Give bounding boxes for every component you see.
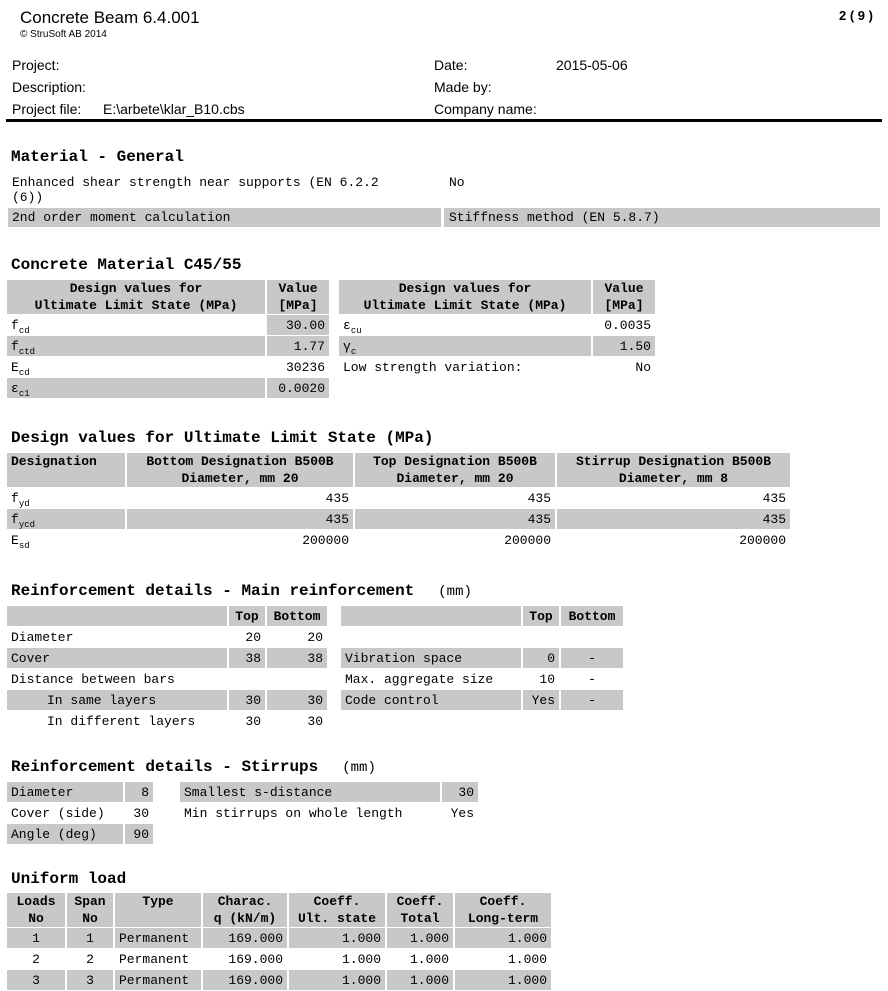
design-values-title: Design values for Ultimate Limit State (MPa) [11,429,434,447]
col-header: Bottom [560,606,624,627]
enhanced-shear-label: Enhanced shear strength near supports (EN 6.2.2 [12,175,379,190]
table-row: Code control Yes - [341,690,624,711]
col-header: Charac. q (kN/m) [202,893,288,928]
col-header: Design values for Ultimate Limit State (MPa) [339,280,592,315]
table-row: $f_{ycd}$ 435 435 435 [7,509,791,530]
project-file-value: E:\arbete\klar_B10.cbs [103,101,245,117]
table-row: In different layers 30 30 [7,711,328,732]
enhanced-shear-value: No [449,175,465,190]
table-row: Vibration space 0 - [341,648,624,669]
app-title: Concrete Beam 6.4.001 [20,8,200,27]
header-divider [6,119,882,122]
table-row [341,627,624,648]
page-number: 2 ( 9 ) [839,8,873,23]
date-label: Date: [434,57,468,73]
col-header [7,606,228,627]
col-header: Design values for Ultimate Limit State (MPa) [7,280,266,315]
table-row: $f_{ctd}$ 1.77 [7,336,330,357]
project-label: Project: [12,57,60,73]
uniform-load-title: Uniform load [11,870,127,888]
col-header: Coeff. Long-term [454,893,552,928]
main-reinf-right-table [341,606,625,711]
second-order-label: 2nd order moment calculation [12,210,231,225]
project-file-label: Project file: [12,101,82,117]
concrete-right-table [339,280,657,378]
col-header: Top [228,606,266,627]
col-header [341,606,522,627]
table-row: In same layers 30 30 [7,690,328,711]
description-label: Description: [12,79,86,95]
table-row: Low strength variation: No [339,357,656,378]
stirrups-left-table [7,782,155,845]
company-label: Company name: [434,101,537,117]
col-header: Loads No [7,893,66,928]
design-values-table [7,453,792,551]
table-row: $\varepsilon_{cu}$ 0.0035 [339,315,656,336]
table-row: Max. aggregate size 10 - [341,669,624,690]
col-header: Bottom [266,606,328,627]
second-order-value: Stiffness method (EN 5.8.7) [449,210,660,225]
col-header: Designation [7,453,126,488]
table-row: $f_{yd}$ 435 435 435 [7,488,791,509]
table-row: Min stirrups on whole length Yes [180,803,479,824]
table-row: Smallest s-distance 30 [180,782,479,803]
table-row: Cover 38 38 [7,648,328,669]
concrete-left-table [7,280,331,399]
main-reinf-left-table [7,606,329,732]
table-row: $E_{sd}$ 200000 200000 200000 [7,530,791,551]
col-header: Top Designation B500B Diameter, mm 20 [354,453,556,488]
col-header: Type [114,893,202,928]
concrete-title: Concrete Material C45/55 [11,256,242,274]
table-row: 2 2 Permanent 169.000 1.000 1.000 1.000 [7,949,552,970]
table-row: Cover (side) 30 [7,803,154,824]
col-header: Top [522,606,560,627]
col-header: Stirrup Designation B500B Diameter, mm 8 [556,453,791,488]
table-row: Distance between bars [7,669,328,690]
table-row: 1 1 Permanent 169.000 1.000 1.000 1.000 [7,928,552,949]
table-row: Diameter 8 [7,782,154,803]
table-row: $\gamma_c$ 1.50 [339,336,656,357]
col-header: Coeff. Total [386,893,454,928]
made-by-label: Made by: [434,79,492,95]
table-row: 3 3 Permanent 169.000 1.000 1.000 1.000 [7,970,552,991]
enhanced-shear-label-cont: (6)) [12,190,44,205]
table-row: Angle (deg) 90 [7,824,154,845]
table-row: $f_{cd}$ 30.00 [7,315,330,336]
stirrups-right-table [180,782,480,824]
main-reinforcement-title: Reinforcement details - Main reinforcement (mm) [11,582,472,600]
col-header: Value [MPa] [266,280,330,315]
table-row: $E_{cd}$ 30236 [7,357,330,378]
col-header: Span No [66,893,114,928]
material-general-title: Material - General [11,148,184,166]
date-value: 2015-05-06 [556,57,628,73]
table-row: $\varepsilon_{c1}$ 0.0020 [7,378,330,399]
uniform-load-table [7,893,553,991]
table-row: Diameter 20 20 [7,627,328,648]
col-header: Bottom Designation B500B Diameter, mm 20 [126,453,354,488]
copyright: © StruSoft AB 2014 [20,29,107,40]
col-header: Coeff. Ult. state [288,893,386,928]
stirrups-title: Reinforcement details - Stirrups (mm) [11,758,376,776]
col-header: Value [MPa] [592,280,656,315]
